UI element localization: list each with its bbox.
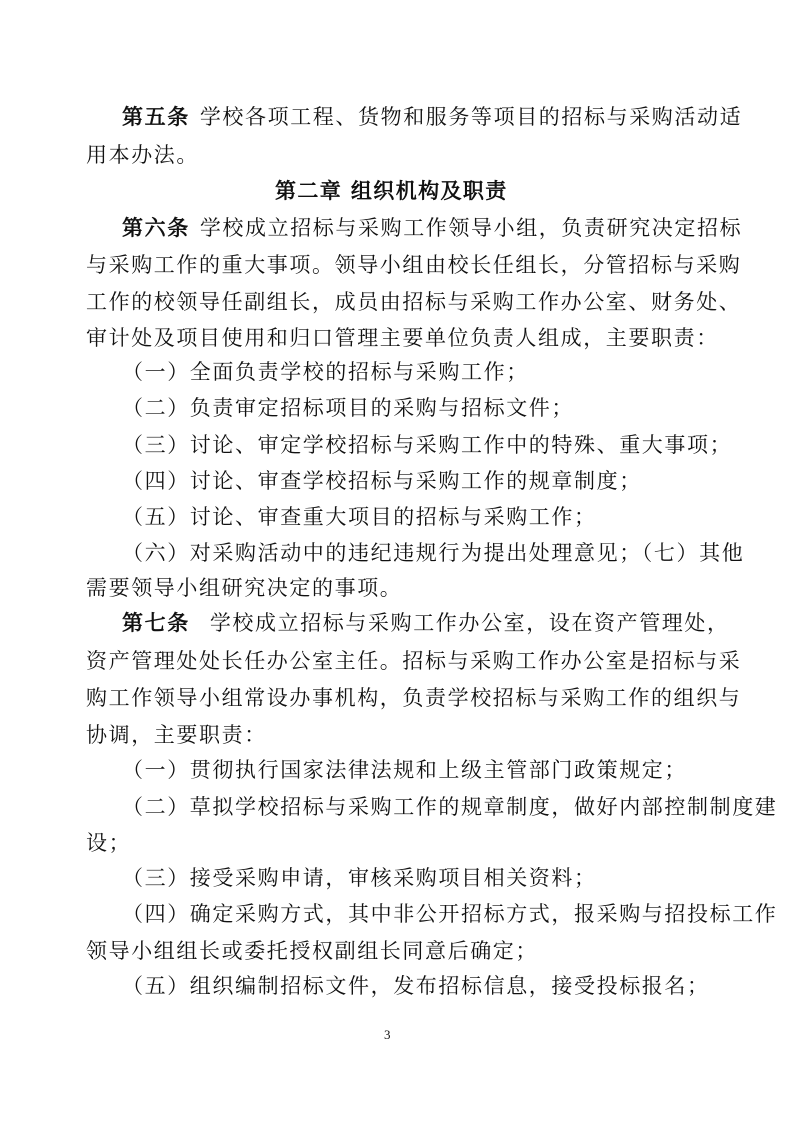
article-6-line-4: 审计处及项目使用和归口管理主要单位负责人组成，主要职责： xyxy=(86,326,719,350)
article-7-item: 领导小组组长或委托授权副组长同意后确定； xyxy=(86,939,538,963)
article-6-item: （二）负责审定招标项目的采购与招标文件； xyxy=(122,396,574,420)
article-6-heading: 第六条 xyxy=(122,216,190,240)
article-7-line-4: 协调，主要职责： xyxy=(86,723,267,747)
article-7-item: （二）草拟学校招标与采购工作的规章制度，做好内部控制制度建 xyxy=(122,795,778,819)
article-7-line-2: 资产管理处处长任办公室主任。招标与采购工作办公室是招标与采 xyxy=(86,649,742,673)
article-7-line-3: 购工作领导小组常设办事机构，负责学校招标与采购工作的组织与 xyxy=(86,686,742,710)
page-number: 3 xyxy=(384,1027,391,1042)
article-6-item: （一）全面负责学校的招标与采购工作； xyxy=(122,360,529,384)
article-7-text: 学校成立招标与采购工作办公室，设在资产管理处， xyxy=(209,611,730,635)
article-6-item: 需要领导小组研究决定的事项。 xyxy=(86,576,403,600)
article-6-text: 学校成立招标与采购工作领导小组，负责研究决定招标 xyxy=(199,216,743,240)
article-6-item: （四）讨论、审查学校招标与采购工作的规章制度； xyxy=(122,469,642,493)
article-7-item: （五）组织编制招标文件，发布招标信息，接受投标报名； xyxy=(122,974,710,998)
article-7-item: 设； xyxy=(86,831,132,855)
article-6-item: （三）讨论、审定学校招标与采购工作中的特殊、重大事项； xyxy=(122,433,733,457)
chapter-title: 第二章 组织机构及职责 xyxy=(275,179,508,203)
article-6-item: （六）对采购活动中的违纪违规行为提出处理意见；（七）其他 xyxy=(122,541,745,565)
article-5-line-1 xyxy=(122,103,742,131)
article-7-line-1 xyxy=(122,609,730,637)
article-7-item: （一）贯彻执行国家法律法规和上级主管部门政策规定； xyxy=(122,758,687,782)
article-6-item: （五）讨论、审查重大项目的招标与采购工作； xyxy=(122,505,597,529)
article-7-heading: 第七条 xyxy=(122,611,190,635)
article-5-text: 学校各项工程、货物和服务等项目的招标与采购活动适 xyxy=(199,105,743,129)
article-5-line-2: 用本办法。 xyxy=(86,143,199,167)
article-6-line-2: 与采购工作的重大事项。领导小组由校长任组长，分管招标与采购 xyxy=(86,253,742,277)
article-7-item: （三）接受采购申请，审核采购项目相关资料； xyxy=(122,866,597,890)
article-6-line-1 xyxy=(122,214,742,242)
article-7-item: （四）确定采购方式，其中非公开招标方式，报采购与招投标工作 xyxy=(122,902,778,926)
article-5-heading: 第五条 xyxy=(122,105,190,129)
article-6-line-3: 工作的校领导任副组长，成员由招标与采购工作办公室、财务处、 xyxy=(86,290,742,314)
